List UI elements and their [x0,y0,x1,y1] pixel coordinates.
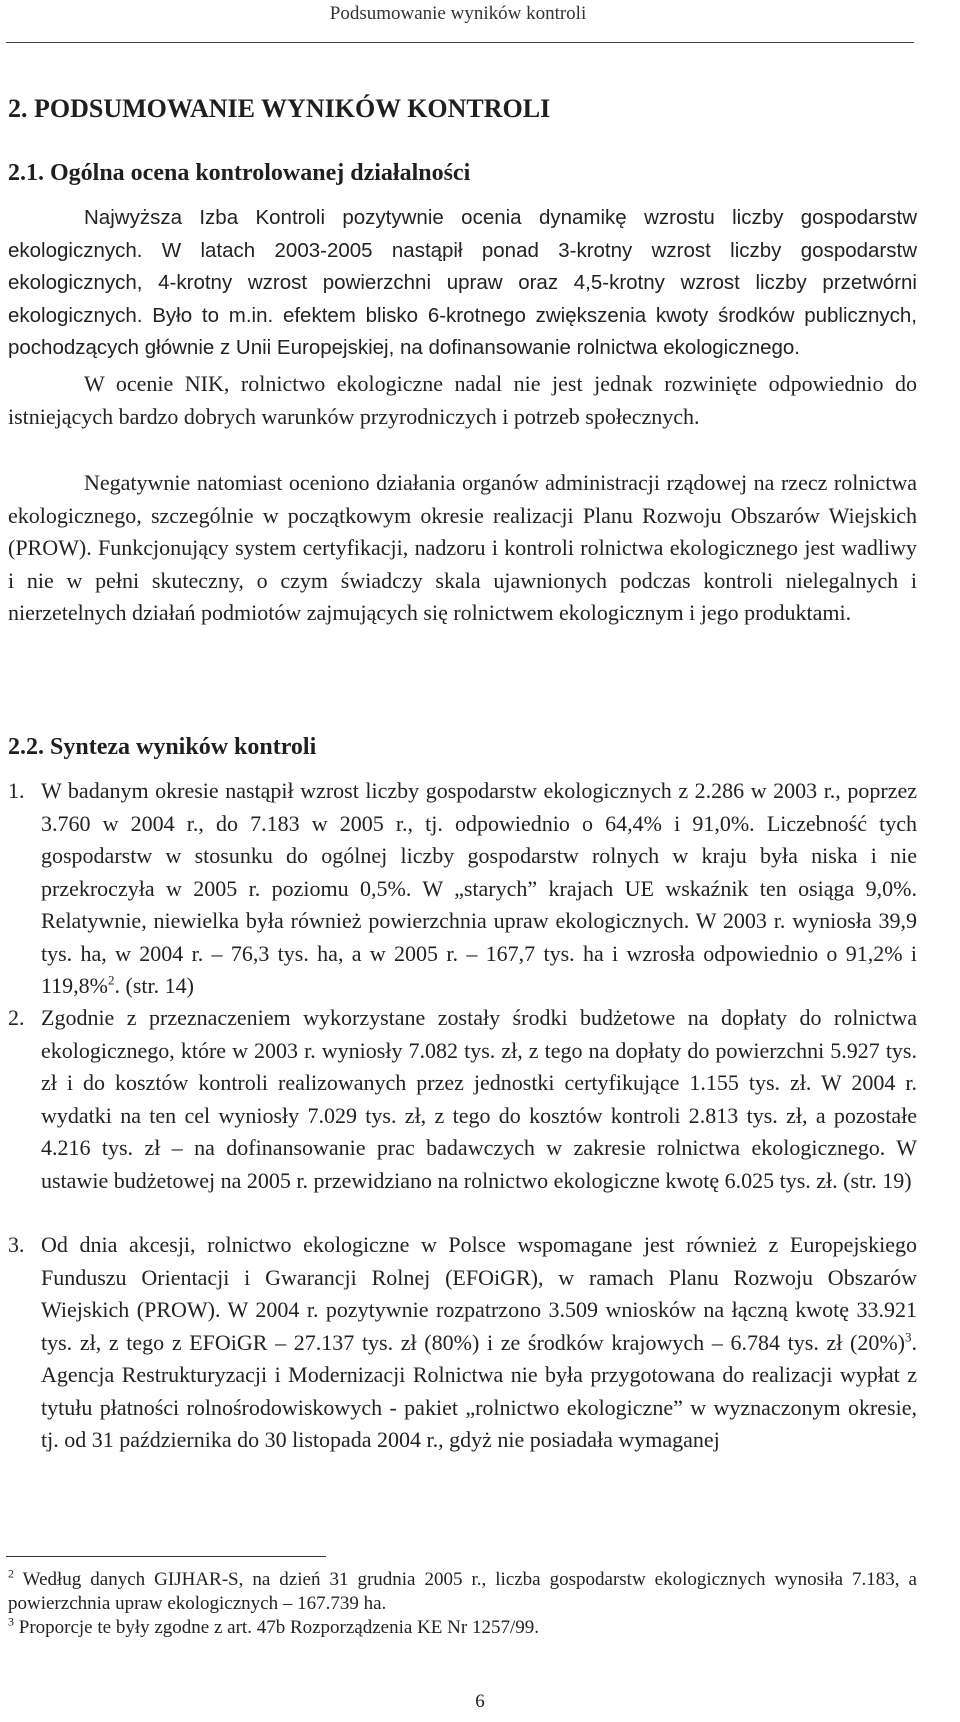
list-item-3 [8,1229,917,1457]
list-item-number: 1. [8,778,25,803]
footnote-rule [6,1556,326,1557]
running-header: Podsumowanie wyników kontroli [329,3,587,24]
list-item-1 [8,775,917,1003]
page-number: 6 [475,1691,485,1712]
list-item-text: Zgodnie z przeznaczeniem wykorzystane zostały środki budżetowe na dopłaty do rolnictwa ekologicznego, które w 2003 r. wyniosły 7.082 tys. zł, z tego na dopłaty do powierzchni 5.927 tys. zł i do kosztów kontroli realizowanych przez jednostki certyfikujące 1.155 tys. zł. W 2004 r. wydatki na ten cel wyniosły 7.029 tys. zł, z tego do kosztów kontroli 2.813 tys. zł, a pozostałe 4.216 tys. zł – na dofinansowanie prac badawczych w zakresie rolnictwa ekologicznego. W ustawie budżetowej na 2005 r. przewidziano na rolnictwo ekologiczne kwotę 6.025 tys. zł. (str. 19) [41,1005,917,1193]
list-item-2 [8,1002,917,1197]
footnote-3: $^3$ Proporcje te były zgodne z art. 47b Rozporządzenia KE Nr 1257/99. [8,1614,539,1638]
footnote-ref-3: 3 [905,1329,912,1345]
footnote-ref-2: 2 [108,972,115,988]
list-item-number: 3. [8,1232,25,1257]
header-rule [6,42,914,43]
subsection-title-2-2: 2.2. Synteza wyników kontroli [8,734,317,760]
list-item-text: W badanym okresie nastąpił wzrost liczby gospodarstw ekologicznych z 2.286 w 2003 r., poprzez 3.760 w 2004 r., do 7.183 w 2005 r., tj. odpowiednio o 64,4% i 91,0%. Liczebność tych gospodarstw w stosunku do ogólnej liczby gospodarstw rolnych w kraju była niska i nie przekroczyła w 2005 r. poziomu 0,5%. W „starych” krajach UE wskaźnik ten osiąga 9,0%. Relatywnie, niewielka była również powierzchnia upraw ekologicznych. W 2003 r. wyniosła 39,9 tys. ha, w 2004 r. – 76,3 tys. ha, a w 2005 r. – 167,7 tys. ha i wzrosła odpowiednio o 91,2% i 119,8%$^2$. (str. 14) [41,778,917,998]
list-item-number: 2. [8,1005,25,1030]
footnotes [8,1568,917,1640]
subsection-title-2-1: 2.1. Ogólna ocena kontrolowanej działalności [8,160,471,186]
section-title: 2. PODSUMOWANIE WYNIKÓW KONTROLI [8,94,551,123]
footnote-2: $^2$ Według danych GIJHAR-S, na dzień 31 grudnia 2005 r., liczba gospodarstw ekologicznych wynosiła 7.183, a powierzchnia upraw ekologicznych – 167.739 ha. [8,1566,917,1614]
list-item-text: Od dnia akcesji, rolnictwo ekologiczne w Polsce wspomagane jest również z Europejskiego Funduszu Orientacji i Gwarancji Rolnej (EFOiGR), w ramach Planu Rozwoju Obszarów Wiejskich (PROW). W 2004 r. pozytywnie rozpatrzono 3.509 wniosków na łączną kwotę 33.921 tys. zł, z tego z EFOiGR – 27.137 tys. zł (80%) i ze środków krajowych – 6.784 tys. zł $(20\%)^3$. Agencja Restrukturyzacji i Modernizacji Rolnictwa nie była przygotowana do realizacji wypłat z tytułu płatności rolnośrodowiskowych - pakiet „rolnictwo ekologiczne” w wyznaczonym okresie, tj. od 31 października do 30 listopada 2004 r., gdyż nie posiadała wymaganej [41,1232,917,1452]
paragraph-negative-assessment: Negatywnie natomiast oceniono działania organów administracji rządowej na rzecz rolnictwa ekologicznego, szczególnie w początkowym okresie realizacji Planu Rozwoju Obszarów Wiejskich (PROW). Funkcjonujący system certyfikacji, nadzoru i kontroli rolnictwa ekologicznego jest wadliwy i nie w pełni skuteczny, o czym świadczy skala ujawnionych podczas kontroli nielegalnych i nierzetelnych działań podmiotów zajmujących się rolnictwem ekologicznym i jego produktami. [8,470,917,625]
paragraph-nik-assessment: W ocenie NIK, rolnictwo ekologiczne nadal nie jest jednak rozwinięte odpowiednio do istniejących bardzo dobrych warunków przyrodniczych i potrzeb społecznych. [8,371,917,429]
paragraph-overall-assessment: Najwyższa Izba Kontroli pozytywnie ocenia dynamikę wzrostu liczby gospodarstw ekologicznych. W latach 2003-2005 nastąpił ponad 3-krotny wzrost liczby gospodarstw ekologicznych, 4-krotny wzrost powierzchni upraw oraz 4,5-krotny wzrost liczby przetwórni ekologicznych. Było to m.in. efektem blisko 6-krotnego zwiększenia kwoty środków publicznych, pochodzących głównie z Unii Europejskiej, na dofinansowanie rolnictwa ekologicznego. [8,206,917,359]
